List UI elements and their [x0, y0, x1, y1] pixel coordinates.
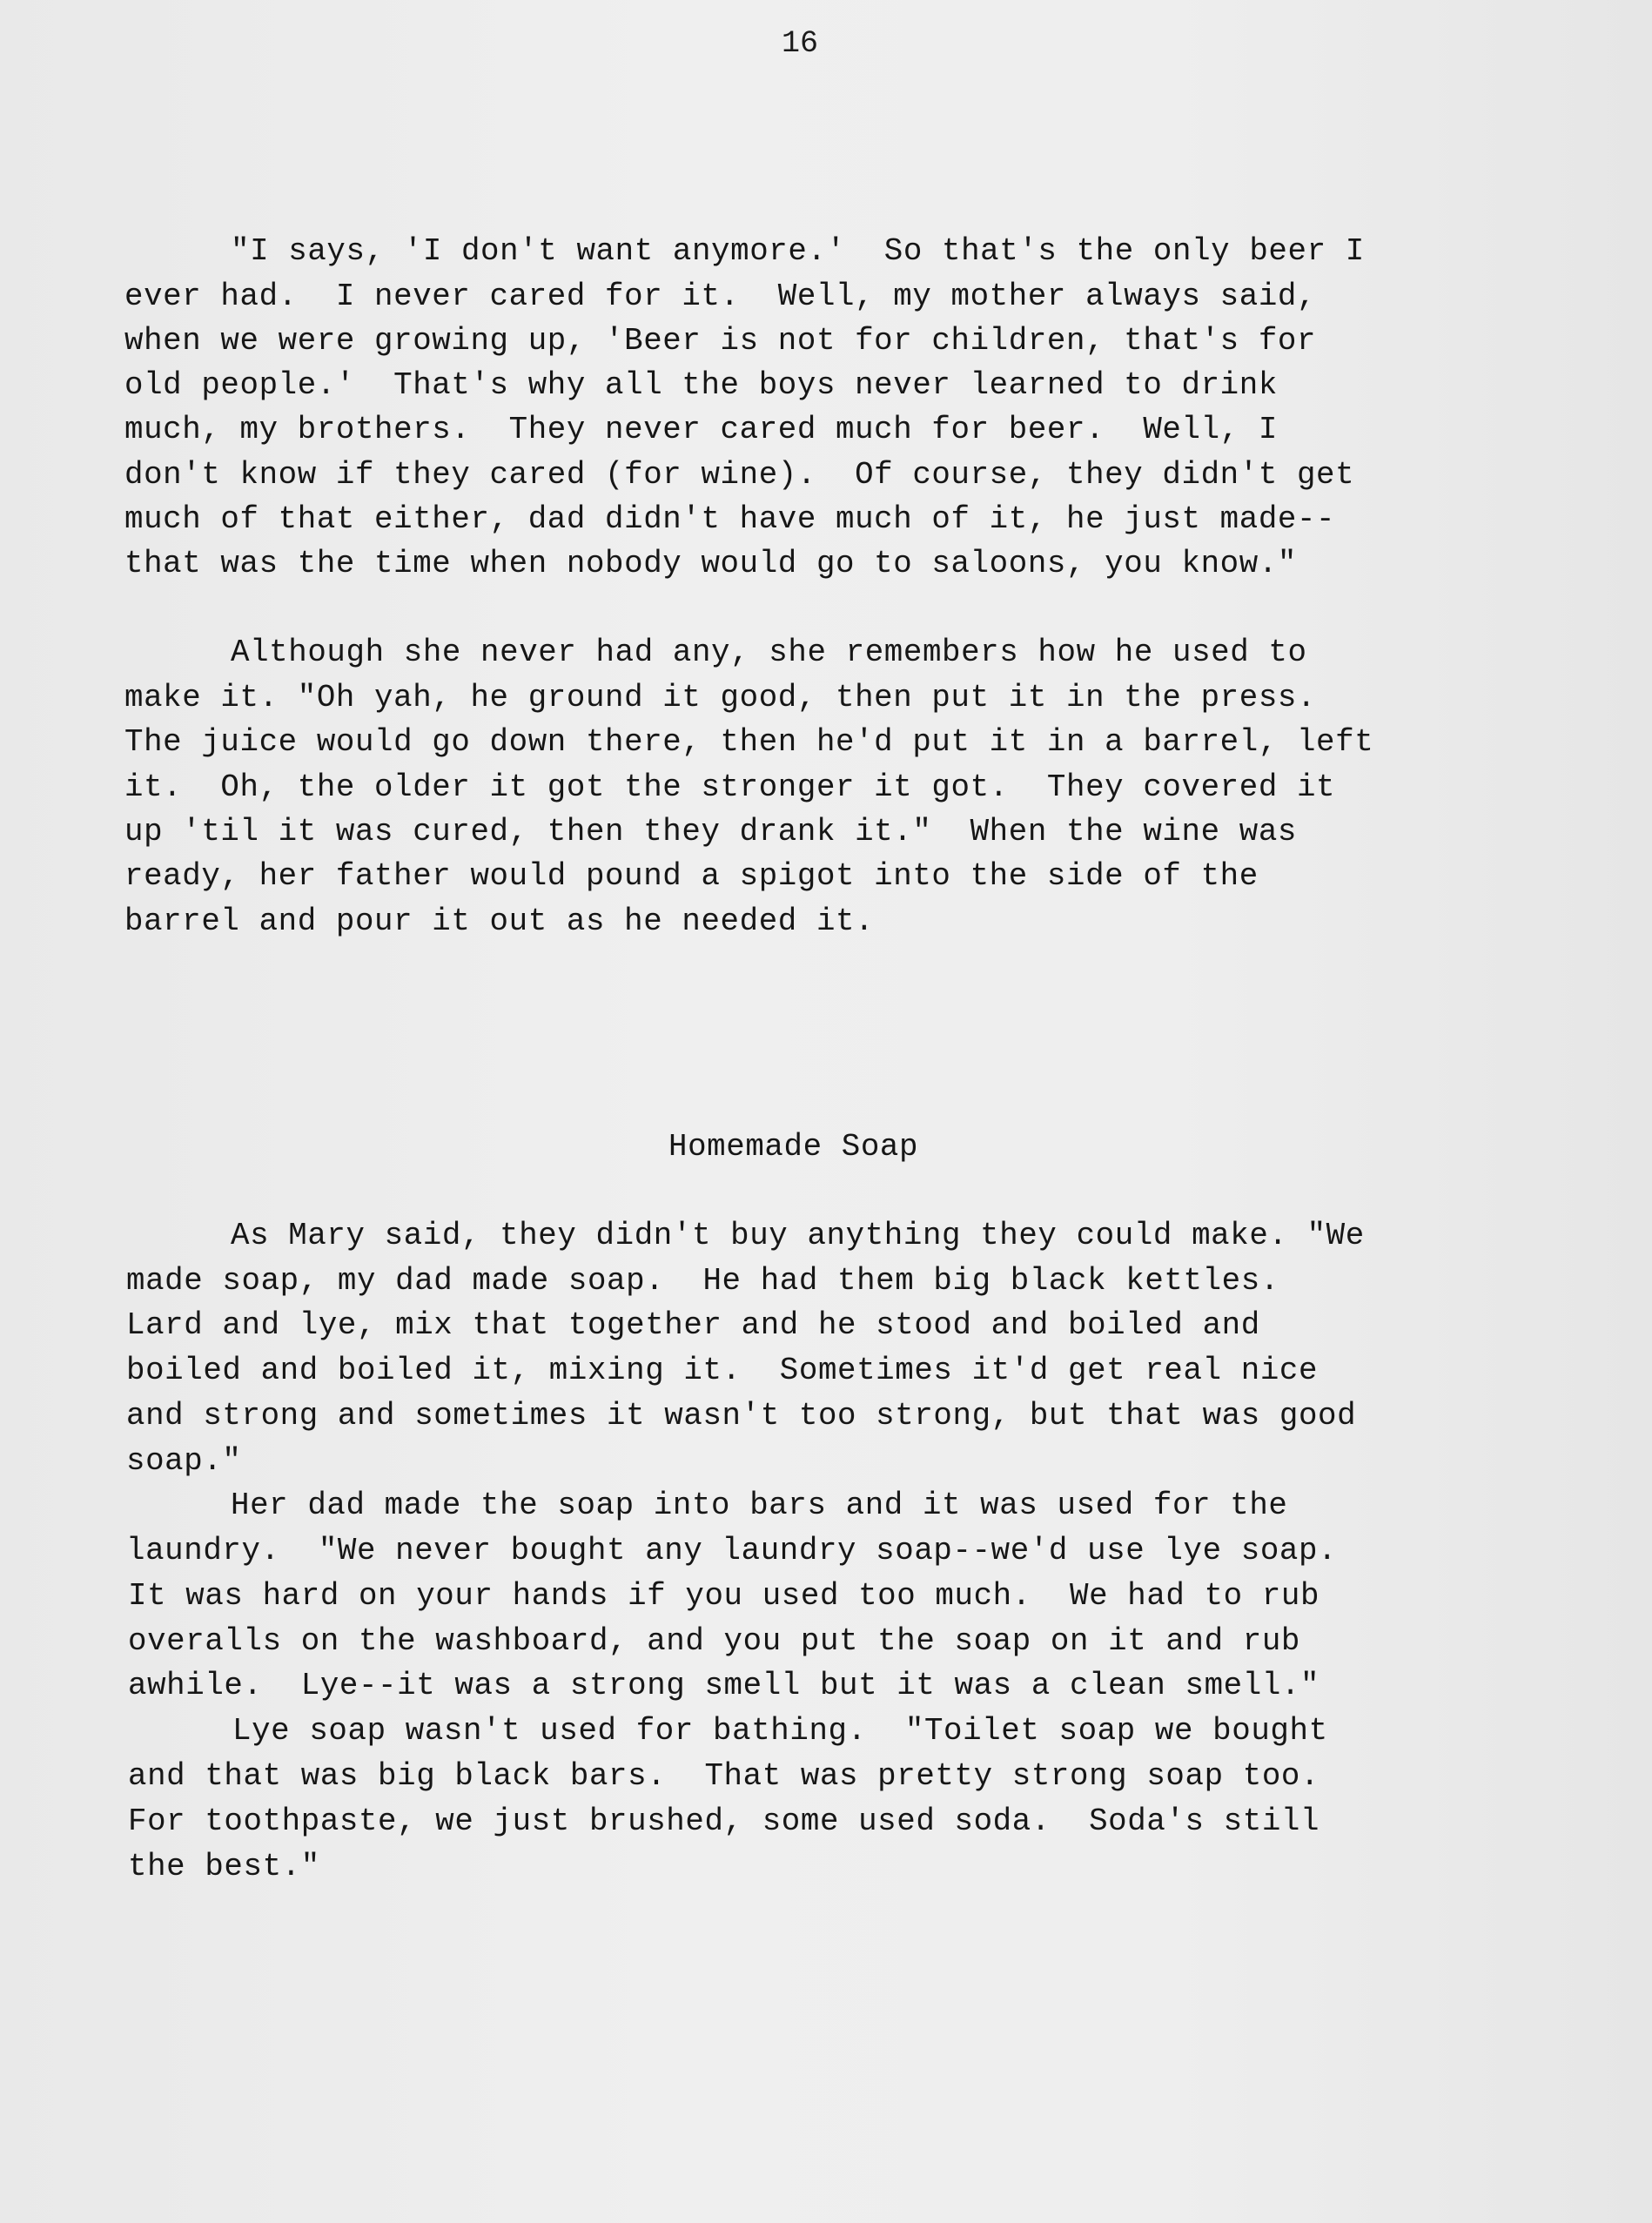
paragraph-line: soap.": [126, 1443, 242, 1479]
paragraph-line: Her dad made the soap into bars and it was used for the: [231, 1488, 1288, 1523]
paragraph-line: awhile. Lye--it was a strong smell but it was a clean smell.": [128, 1668, 1320, 1703]
paragraph-line: overalls on the washboard, and you put the soap on it and rub: [128, 1623, 1300, 1659]
paragraph-line: ever had. I never cared for it. Well, my mother always said,: [124, 279, 1317, 314]
paragraph-line: and strong and sometimes it wasn't too strong, but that was good: [126, 1398, 1357, 1434]
paragraph-line: For toothpaste, we just brushed, some used soda. Soda's still: [128, 1803, 1320, 1839]
paragraph-line: Lard and lye, mix that together and he stood and boiled and: [126, 1307, 1260, 1343]
paragraph-line: As Mary said, they didn't buy anything they could make. "We: [231, 1218, 1365, 1253]
section-heading: Homemade Soap: [668, 1129, 919, 1165]
paragraph-line: Lye soap wasn't used for bathing. "Toilet soap we bought: [232, 1713, 1328, 1749]
paragraph-line: boiled and boiled it, mixing it. Sometimes it'd get real nice: [126, 1353, 1319, 1388]
paragraph-line: barrel and pour it out as he needed it.: [124, 903, 875, 939]
paragraph-line: it. Oh, the older it got the stronger it got. They covered it: [124, 769, 1336, 805]
paragraph-line: Although she never had any, she remembers how he used to: [231, 635, 1307, 670]
paragraph-line: It was hard on your hands if you used too much. We had to rub: [128, 1578, 1320, 1614]
paragraph-line: made soap, my dad made soap. He had them big black kettles.: [126, 1263, 1279, 1299]
paragraph-line: The juice would go down there, then he'd put it in a barrel, left: [124, 724, 1374, 760]
paragraph-line: when we were growing up, 'Beer is not for children, that's for: [124, 323, 1317, 359]
paragraph-line: much of that either, dad didn't have much of it, he just made--: [124, 501, 1336, 537]
paragraph-line: make it. "Oh yah, he ground it good, then put it in the press.: [124, 680, 1317, 715]
paragraph-line: up 'til it was cured, then they drank it." When the wine was: [124, 814, 1297, 850]
paragraph-line: that was the time when nobody would go to saloons, you know.": [124, 546, 1297, 581]
paragraph-line: "I says, 'I don't want anymore.' So that's the only beer I: [231, 233, 1365, 269]
page-number: 16: [781, 26, 818, 61]
paragraph-line: old people.' That's why all the boys never learned to drink: [124, 367, 1278, 403]
paragraph-line: ready, her father would pound a spigot into the side of the: [124, 858, 1259, 894]
paragraph-line: laundry. "We never bought any laundry soap--we'd use lye soap.: [126, 1533, 1338, 1568]
paragraph-line: much, my brothers. They never cared much for beer. Well, I: [124, 412, 1278, 447]
paragraph-line: and that was big black bars. That was pretty strong soap too.: [128, 1758, 1320, 1794]
paragraph-line: don't know if they cared (for wine). Of course, they didn't get: [124, 457, 1355, 493]
paragraph-line: the best.": [128, 1849, 320, 1884]
